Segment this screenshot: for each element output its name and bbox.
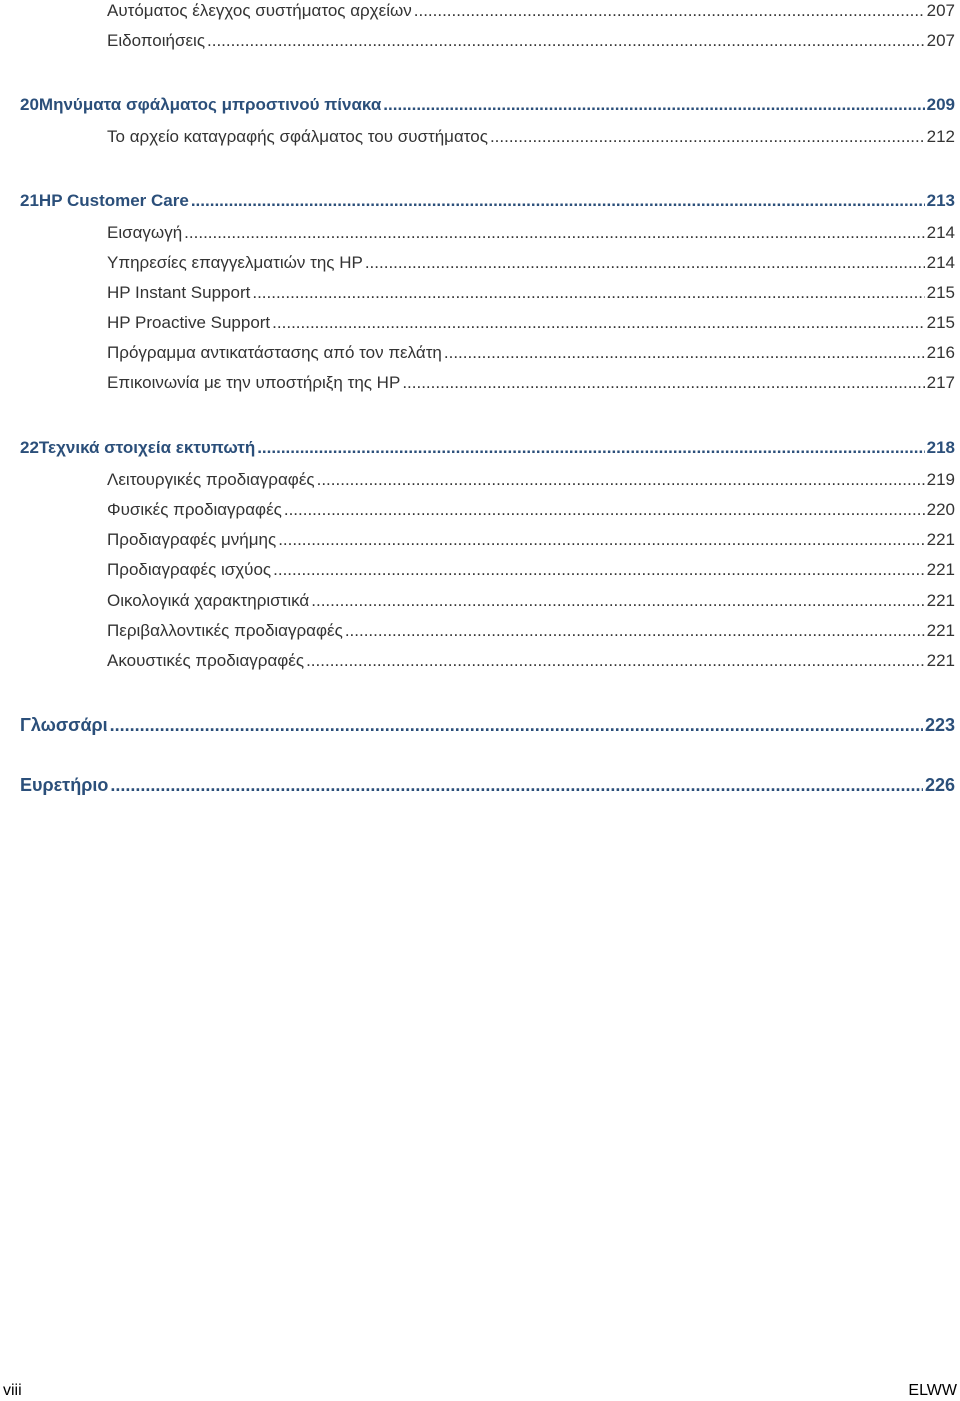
dot-leader <box>402 372 924 394</box>
toc-entry-page: 213 <box>926 191 955 210</box>
toc-entry-title: Περιβαλλοντικές προδιαγραφές <box>107 621 343 640</box>
toc-entry-customer-replacement[interactable] <box>107 342 955 364</box>
dot-leader <box>365 252 925 274</box>
toc-entry-professional-services[interactable] <box>107 252 955 274</box>
toc-entry-page: 220 <box>926 500 955 519</box>
toc-entry-page: 221 <box>926 651 955 670</box>
toc-entry-instant-support[interactable] <box>107 282 955 304</box>
toc-entry-title: Εισαγωγή <box>107 223 183 242</box>
dot-leader <box>414 0 925 22</box>
dot-leader <box>490 126 925 148</box>
toc-entry-filesystem-check[interactable] <box>107 0 955 22</box>
dot-leader <box>306 650 925 672</box>
toc-entry-title: Αυτόματος έλεγχος συστήματος αρχείων <box>107 1 412 20</box>
toc-entry-page: 226 <box>924 775 955 795</box>
toc-entry-memory-specs[interactable] <box>107 529 955 551</box>
toc-entry-functional-specs[interactable] <box>107 469 955 491</box>
toc-entry-introduction[interactable] <box>107 222 955 244</box>
dot-leader <box>383 94 924 116</box>
toc-entry-page: 215 <box>926 283 955 302</box>
dot-leader <box>272 312 924 334</box>
toc-entry-environmental-specs[interactable] <box>107 620 955 642</box>
toc-entry-title: Φυσικές προδιαγραφές <box>107 500 282 519</box>
toc-chapter-21[interactable] <box>20 190 955 212</box>
dot-leader <box>345 620 925 642</box>
toc-entry-acoustic-specs[interactable] <box>107 650 955 672</box>
toc-entry-page: 209 <box>926 95 955 114</box>
toc-entry-page: 221 <box>926 560 955 579</box>
toc-entry-title: Οικολογικά χαρακτηριστικά <box>107 591 310 610</box>
dot-leader <box>273 559 925 581</box>
toc-entry-page: 214 <box>926 253 955 272</box>
dot-leader <box>252 282 924 304</box>
toc-entry-title: HP Instant Support <box>107 283 251 302</box>
toc-glossary[interactable] <box>20 714 955 736</box>
toc-entry-contact-support[interactable] <box>107 372 955 394</box>
toc-entry-page: 216 <box>926 343 955 362</box>
toc-entry-page: 214 <box>926 223 955 242</box>
toc-entry-page: 207 <box>926 1 955 20</box>
dot-leader <box>257 437 924 459</box>
toc-entry-title: HP Customer Care <box>38 191 189 210</box>
toc-entry-title: Λειτουργικές προδιαγραφές <box>107 470 315 489</box>
toc-entry-title: Επικοινωνία με την υποστήριξη της HP <box>107 373 401 392</box>
toc-entry-page: 212 <box>926 127 955 146</box>
toc-chapter-22[interactable] <box>20 437 955 459</box>
toc-index[interactable] <box>20 774 955 796</box>
toc-entry-page: 221 <box>926 530 955 549</box>
toc-entry-ecological-features[interactable] <box>107 590 955 612</box>
footer-doc-code: ELWW <box>908 1382 957 1399</box>
dot-leader <box>311 590 924 612</box>
chapter-number: 22 <box>20 438 39 457</box>
chapter-number: 21 <box>20 191 39 210</box>
toc-entry-page: 221 <box>926 621 955 640</box>
toc-entry-title: Τεχνικά στοιχεία εκτυπωτή <box>38 438 256 457</box>
toc-entry-title: Γλωσσάρι <box>20 715 108 735</box>
dot-leader <box>284 499 925 521</box>
dot-leader <box>444 342 925 364</box>
toc-chapter-20[interactable] <box>20 94 955 116</box>
toc-entry-page: 223 <box>924 715 955 735</box>
dot-leader <box>191 190 925 212</box>
dot-leader <box>110 714 923 736</box>
toc-entry-title: Υπηρεσίες επαγγελματιών της HP <box>107 253 363 272</box>
dot-leader <box>184 222 924 244</box>
dot-leader <box>110 774 923 796</box>
toc-entry-error-log[interactable] <box>107 126 955 148</box>
dot-leader <box>207 30 925 52</box>
toc-entry-page: 218 <box>926 438 955 457</box>
toc-entry-power-specs[interactable] <box>107 559 955 581</box>
chapter-number: 20 <box>20 95 39 114</box>
toc-entry-title: Ευρετήριο <box>20 775 109 795</box>
toc-entry-title: Προδιαγραφές μνήμης <box>107 530 277 549</box>
toc-entry-page: 219 <box>926 470 955 489</box>
toc-entry-title: Ακουστικές προδιαγραφές <box>107 651 305 670</box>
toc-entry-title: Ειδοποιήσεις <box>107 31 206 50</box>
toc-entry-title: HP Proactive Support <box>107 313 271 332</box>
toc-entry-notifications[interactable] <box>107 30 955 52</box>
toc-entry-page: 207 <box>926 31 955 50</box>
toc-entry-page: 215 <box>926 313 955 332</box>
toc-entry-title: Το αρχείο καταγραφής σφάλματος του συστήματος <box>107 127 488 146</box>
toc-entry-title: Προδιαγραφές ισχύος <box>107 560 272 579</box>
toc-entry-title: Μηνύματα σφάλματος μπροστινού πίνακα <box>38 95 382 114</box>
toc-entry-page: 217 <box>926 373 955 392</box>
dot-leader <box>317 469 925 491</box>
toc-entry-physical-specs[interactable] <box>107 499 955 521</box>
toc-entry-title: Πρόγραμμα αντικατάστασης από τον πελάτη <box>107 343 442 362</box>
footer-page-number: viii <box>3 1382 22 1399</box>
toc-entry-proactive-support[interactable] <box>107 312 955 334</box>
toc-entry-page: 221 <box>926 591 955 610</box>
dot-leader <box>278 529 924 551</box>
